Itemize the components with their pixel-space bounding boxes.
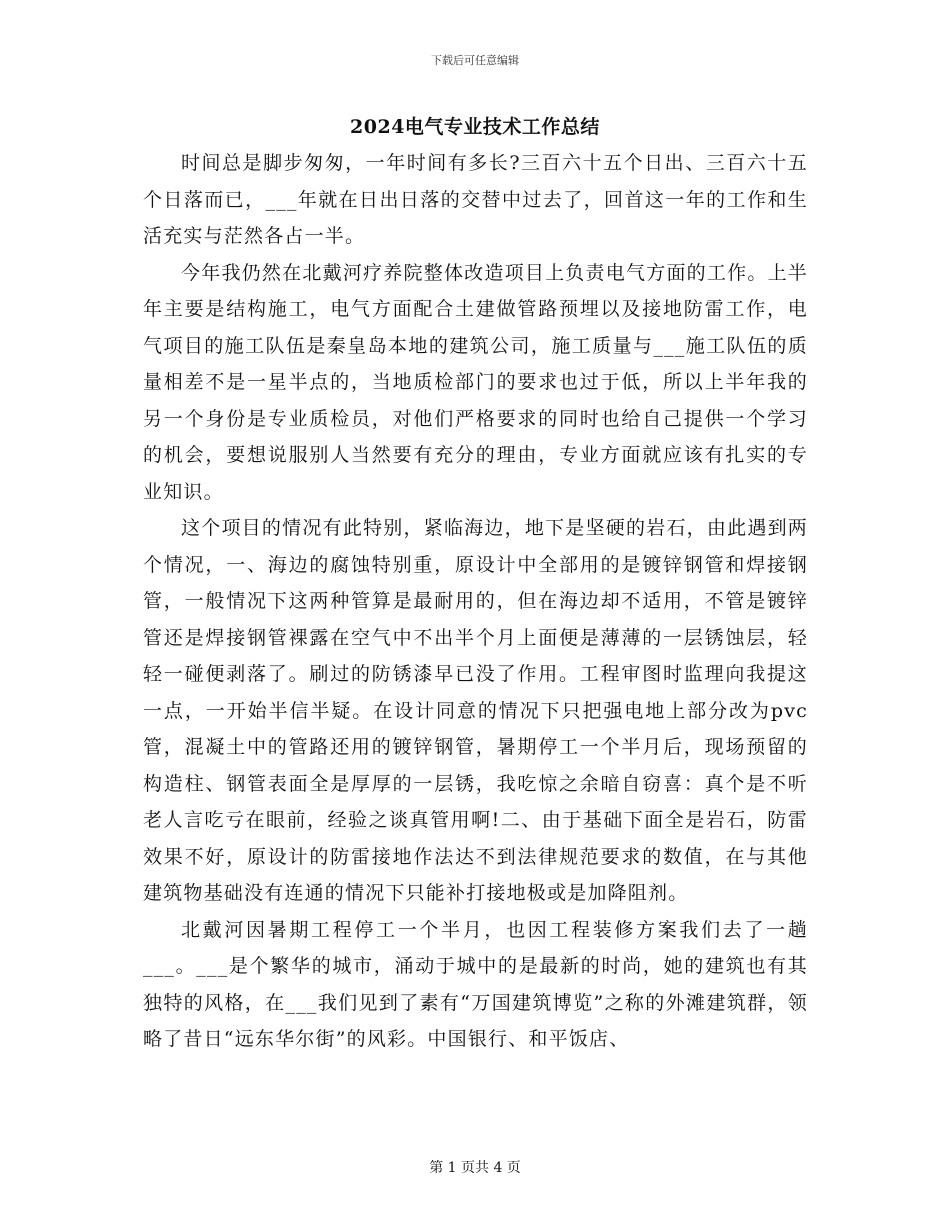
document-body xyxy=(143,145,808,1058)
paragraph-3: 这个项目的情况有此特别，紧临海边，地下是坚硬的岩石，由此遇到两个情况，一、海边的腐蚀特别重，原设计中全部用的是镀锌钢管和焊接钢管，一般情况下这两种管算是最耐用的，但在海边却不适用，不管是镀锌管还是焊接钢管裸露在空气中不出半个月上面便是薄薄的一层锈蚀层，轻轻一碰便剥落了。刷过的防锈漆早已没了作用。工程审图时监理向我提这一点，一开始半信半疑。在设计同意的情况下只把强电地上部分改为pvc管，混凝土中的管路还用的镀锌钢管，暑期停工一个半月后，现场预留的构造柱、钢管表面全是厚厚的一层锈，我吃惊之余暗自窃喜：真个是不听老人言吃亏在眼前，经验之谈真管用啊!二、由于基础下面全是岩石，防雷效果不好，原设计的防雷接地作法达不到法律规范要求的数值，在与其他建筑物基础没有连通的情况下只能补打接地极或是加降阻剂。 xyxy=(143,517,808,904)
header-note: 下载后可任意编辑 xyxy=(431,54,519,67)
paragraph-4: 北戴河因暑期工程停工一个半月，也因工程装修方案我们去了一趟___。___是个繁华的城市，涌动于城中的是最新的时尚，她的建筑也有其独特的风格，在___我们见到了素有“万国建筑博览”之称的外滩建筑群，领略了昔日“远东华尔街”的风彩。中国银行、和平饭店、 xyxy=(143,918,808,1050)
paragraph-2: 今年我仍然在北戴河疗养院整体改造项目上负责电气方面的工作。上半年主要是结构施工，电气方面配合土建做管路预埋以及接地防雷工作，电气项目的施工队伍是秦皇岛本地的建筑公司，施工质量与___施工队伍的质量相差不是一星半点的，当地质检部门的要求也过于低，所以上半年我的另一个身份是专业质检员，对他们严格要求的同时也给自己提供一个学习的机会，要想说服别人当然要有充分的理由，专业方面就应该有扎实的专业知识。 xyxy=(143,261,808,503)
page-footer: 第 1 页共 4 页 xyxy=(429,1160,521,1176)
paragraph-1: 时间总是脚步匆匆，一年时间有多长?三百六十五个日出、三百六十五个日落而已，___年就在日出日落的交替中过去了，回首这一年的工作和生活充实与茫然各占一半。 xyxy=(143,152,808,247)
document-title: 2024电气专业技术工作总结 xyxy=(350,116,600,138)
